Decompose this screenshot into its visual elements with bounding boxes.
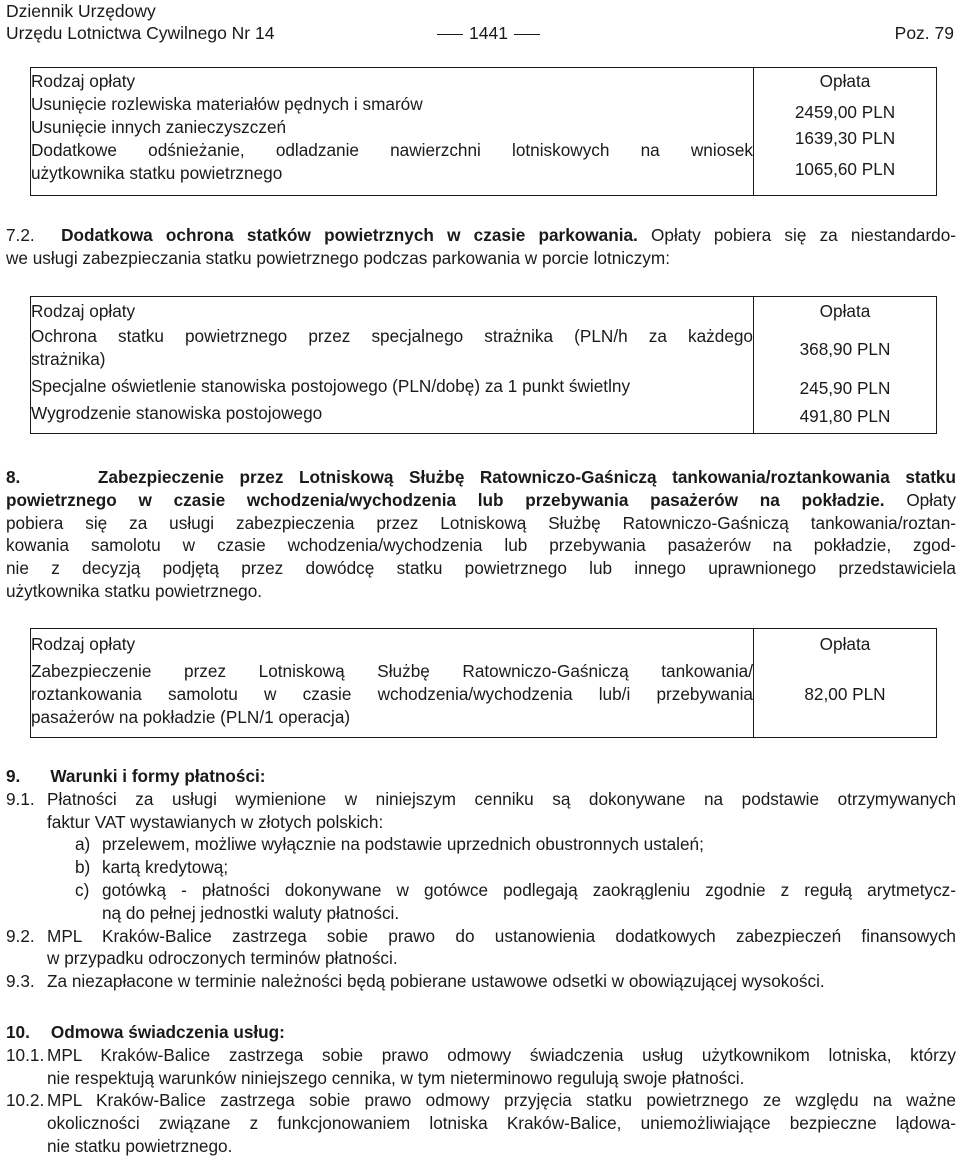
table2-row3-name: Wygrodzenie stanowiska postojowego [31,403,323,423]
item-c-line2: ną do pełnej jednostki waluty płatności. [102,902,400,923]
table1-row2-fee: 1639,30 PLN [794,128,896,148]
section-10-1 [6,1044,956,1090]
section-8-text-start: Opłaty [906,489,956,510]
table1-row1-fee: 2459,00 PLN [794,102,896,122]
table3-left-column [31,629,754,738]
table1-header-name: Rodzaj opłaty [31,71,136,91]
section-8-title-line2: powietrznego w czasie wchodzenia/wychodzenia lub przebywania pasażerów na pokładzie. [6,489,885,510]
section-7-2 [6,224,956,270]
item-c-line1: gotówką - płatności dokonywane w gotówce podlegają zaokrągleniu zgodnie z regułą arytmetycz- [102,879,956,900]
section-7-2-text-start: Opłaty pobiera się za niestandardo- [651,225,957,245]
table2-header-fee: Opłata [819,301,871,321]
section-9-1-item-c [6,879,956,925]
section-10 [6,1021,956,1158]
table2-row2-name: Specjalne oświetlenie stanowiska postojowego (PLN/dobę) za 1 punkt świetlny [31,376,631,396]
section-9-3-line1: Za niezapłacone w terminie należności będą pobierane ustawowe odsetki w obowiązującej wysokości. [47,971,825,992]
table1-row2-name: Usunięcie innych zanieczyszczeń [31,117,287,137]
table1-row3-name-line2: użytkownika statku powietrznego [31,163,283,183]
section-8-line4: kowania samolotu w czasie wchodzenia/wychodzenia lub przebywania pasażerów na pokładzie, zgod- [6,535,956,556]
section-8 [6,466,956,603]
section-8-line3: pobiera się za usługi zabezpieczenia przez Lotniskową Służbę Ratowniczo-Gaśniczą tankowania/roztan- [6,512,956,533]
fee-table-3 [30,628,937,738]
position-label: Poz. 79 [894,23,954,43]
table3-row-line1: Zabezpieczenie przez Lotniskową Służbę Ratowniczo-Gaśniczą tankowania/ [31,661,753,681]
section-10-1-number: 10.1. [6,1044,45,1065]
section-9-1-line1: Płatności za usługi wymienione w niniejszym cenniku są dokonywane na podstawie otrzymywanych [47,788,956,809]
table3-row-line3: pasażerów na pokładzie (PLN/1 operacja) [31,707,351,727]
section-10-2-line3: nie statku powietrznego. [47,1135,233,1156]
section-10-2-number: 10.2. [6,1090,45,1111]
table2-row1-name-line2: strażnika) [31,349,106,369]
section-10-heading [6,1021,956,1044]
table2-row1-name-line1: Ochrona statku powietrznego przez specjalnego strażnika (PLN/h za każdego [31,326,753,346]
section-9-2-line2: w przypadku odroczonych terminów płatności. [47,948,398,969]
section-9-1-item-a [6,833,956,856]
section-10-1-line2: nie respektują warunków niniejszego cennika, w tym nieterminowo regulują swoje płatności. [47,1067,745,1088]
fee-table-2 [30,296,937,434]
dash-right [514,34,540,35]
journal-header [6,0,274,44]
section-8-line1 [6,466,956,489]
table1-header-fee: Opłata [819,71,871,91]
page-number: 1441 [431,22,546,44]
table2-row1-fee: 368,90 PLN [799,339,891,359]
section-9-heading [6,765,956,788]
section-8-number: 8. [6,467,21,487]
section-9-1-line2: faktur VAT wystawianych w złotych polskich: [47,811,384,832]
table2-row2-fee: 245,90 PLN [799,378,891,398]
section-9-2-line1: MPL Kraków-Balice zastrzega sobie prawo do ustanowienia dodatkowych zabezpieczeń finansowych [47,925,956,946]
section-9-3-number: 9.3. [6,971,35,992]
section-9 [6,765,956,993]
table3-row-fee: 82,00 PLN [804,684,886,704]
section-9-1-number: 9.1. [6,788,35,809]
item-b-label: b) [75,857,91,878]
section-7-2-line1 [6,224,956,247]
journal-issue: Urzędu Lotnictwa Cywilnego Nr 14 [6,23,275,43]
journal-title: Dziennik Urzędowy [6,1,156,21]
section-9-2 [6,925,956,971]
fee-table-1 [30,67,937,196]
section-9-2-number: 9.2. [6,925,35,946]
section-8-line6: użytkownika statku powietrznego. [6,580,263,601]
section-7-2-number: 7.2. [6,225,35,245]
section-9-title: Warunki i formy płatności: [50,766,266,786]
section-9-3 [6,970,956,993]
table3-row-line2: roztankowania samolotu w czasie wchodzenia/wychodzenia lub/i przebywania [31,684,753,704]
section-10-2 [6,1089,956,1157]
section-9-number: 9. [6,766,21,786]
section-8-line2 [6,489,956,512]
table1-row1-name: Usunięcie rozlewiska materiałów pędnych i smarów [31,94,423,114]
table3-right-column [754,629,937,738]
item-a-label: a) [75,834,91,855]
table1-left-column [31,68,754,196]
section-10-2-line2: okoliczności związane z funkcjonowaniem lotniska Kraków-Balice, uniemożliwiające bezpieczne lądowa- [47,1113,956,1134]
section-7-2-title: Dodatkowa ochrona statków powietrznych w czasie parkowania. [61,225,638,245]
table2-row3-fee: 491,80 PLN [799,406,891,426]
section-9-1 [6,788,956,834]
table3-header-name: Rodzaj opłaty [31,634,136,654]
dash-left [437,34,463,35]
table1-right-column [754,68,937,196]
section-10-2-line1: MPL Kraków-Balice zastrzega sobie prawo odmowy przyjęcia statku powietrznego ze względu na ważne [47,1090,956,1111]
table2-header-name: Rodzaj opłaty [31,301,136,321]
table2-left-column [31,297,754,434]
section-10-title: Odmowa świadczenia usług: [50,1022,285,1042]
table3-header-fee: Opłata [819,634,871,654]
section-9-1-item-b [6,856,956,879]
section-10-number: 10. [6,1022,30,1042]
item-c-label: c) [75,879,90,900]
table1-row3-fee: 1065,60 PLN [794,159,896,179]
section-8-line5: nie z decyzją podjętą przez dowódcę statku powietrznego lub innego uprawnionego przedstawiciela [6,558,956,579]
section-10-1-line1: MPL Kraków-Balice zastrzega sobie prawo odmowy świadczenia usług użytkownikom lotniska, którzy [47,1044,956,1065]
section-7-2-line2: we usługi zabezpieczania statku powietrznego podczas parkowania w porcie lotniczym: [6,247,670,268]
table2-right-column [754,297,937,434]
item-b-text: kartą kredytową; [102,857,229,878]
section-8-title-line1: Zabezpieczenie przez Lotniskową Służbę Ratowniczo-Gaśniczą tankowania/roztankowania statku [97,467,956,487]
item-a-text: przelewem, możliwe wyłącznie na podstawie uprzednich obustronnych ustaleń; [102,834,704,855]
table1-row3-name-line1: Dodatkowe odśnieżanie, odladzanie nawierzchni lotniskowych na wniosek [31,140,753,160]
